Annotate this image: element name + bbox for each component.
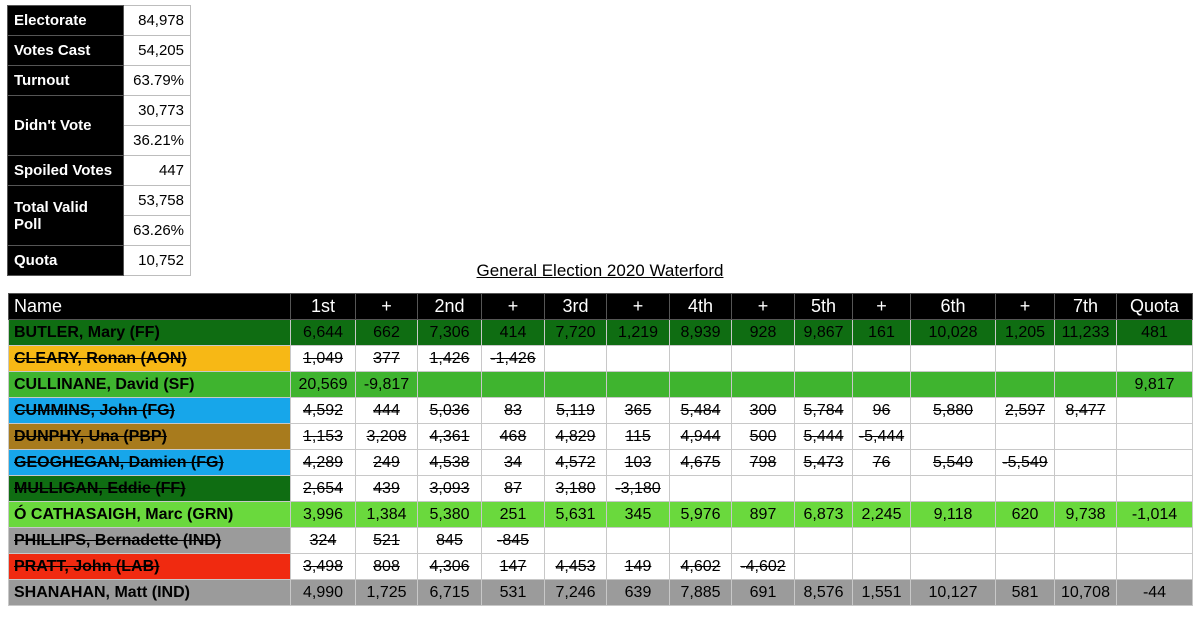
count-cell: -5,444 bbox=[853, 424, 911, 450]
summary-value: 63.79% bbox=[124, 66, 191, 96]
summary-value: 54,205 bbox=[124, 36, 191, 66]
count-cell bbox=[795, 346, 853, 372]
candidate-name: DUNPHY, Una (PBP) bbox=[9, 424, 291, 450]
count-cell: 149 bbox=[607, 554, 670, 580]
count-cell: 5,444 bbox=[795, 424, 853, 450]
count-cell bbox=[996, 528, 1055, 554]
count-cell bbox=[996, 346, 1055, 372]
count-cell: 4,602 bbox=[670, 554, 732, 580]
count-cell: 3,208 bbox=[356, 424, 418, 450]
count-cell: 500 bbox=[732, 424, 795, 450]
count-cell: 324 bbox=[291, 528, 356, 554]
count-cell: 5,119 bbox=[545, 398, 607, 424]
count-cell bbox=[911, 424, 996, 450]
count-cell: 4,675 bbox=[670, 450, 732, 476]
count-cell: -845 bbox=[482, 528, 545, 554]
count-cell: 9,867 bbox=[795, 320, 853, 346]
count-cell: 83 bbox=[482, 398, 545, 424]
count-cell bbox=[911, 372, 996, 398]
count-cell bbox=[1117, 450, 1193, 476]
count-cell: 1,049 bbox=[291, 346, 356, 372]
count-cell: 5,484 bbox=[670, 398, 732, 424]
count-cell: 7,720 bbox=[545, 320, 607, 346]
count-cell bbox=[670, 528, 732, 554]
count-cell bbox=[853, 528, 911, 554]
column-header: 1st bbox=[291, 294, 356, 320]
count-cell bbox=[1117, 554, 1193, 580]
count-cell: 1,551 bbox=[853, 580, 911, 606]
summary-row bbox=[8, 6, 191, 36]
candidate-name: PHILLIPS, Bernadette (IND) bbox=[9, 528, 291, 554]
count-cell: 928 bbox=[732, 320, 795, 346]
summary-value-percent: 63.26% bbox=[124, 216, 191, 246]
count-cell: 8,477 bbox=[1055, 398, 1117, 424]
count-cell bbox=[795, 476, 853, 502]
count-cell: 251 bbox=[482, 502, 545, 528]
candidate-name: MULLIGAN, Eddie (FF) bbox=[9, 476, 291, 502]
count-cell bbox=[1055, 424, 1117, 450]
count-cell: 3,996 bbox=[291, 502, 356, 528]
count-cell bbox=[1055, 372, 1117, 398]
count-cell: 20,569 bbox=[291, 372, 356, 398]
count-cell: 87 bbox=[482, 476, 545, 502]
count-cell: 444 bbox=[356, 398, 418, 424]
count-cell bbox=[1117, 476, 1193, 502]
summary-label: Didn't Vote bbox=[8, 96, 124, 156]
count-cell bbox=[732, 528, 795, 554]
candidate-row bbox=[9, 580, 1193, 606]
summary-label: Spoiled Votes bbox=[8, 156, 124, 186]
summary-value: 447 bbox=[124, 156, 191, 186]
count-cell bbox=[1055, 346, 1117, 372]
count-cell: 11,233 bbox=[1055, 320, 1117, 346]
count-cell bbox=[607, 528, 670, 554]
count-cell: 5,631 bbox=[545, 502, 607, 528]
count-cell: 5,380 bbox=[418, 502, 482, 528]
count-cell: 161 bbox=[853, 320, 911, 346]
count-cell: 4,538 bbox=[418, 450, 482, 476]
count-cell bbox=[732, 476, 795, 502]
count-cell bbox=[853, 476, 911, 502]
summary-value: 10,752 bbox=[124, 246, 191, 276]
count-cell: 4,453 bbox=[545, 554, 607, 580]
count-cell: 6,715 bbox=[418, 580, 482, 606]
count-cell: 639 bbox=[607, 580, 670, 606]
count-cell bbox=[911, 554, 996, 580]
count-cell: 1,725 bbox=[356, 580, 418, 606]
count-cell bbox=[670, 476, 732, 502]
count-cell: 4,944 bbox=[670, 424, 732, 450]
count-cell: 1,205 bbox=[996, 320, 1055, 346]
column-header: 5th bbox=[795, 294, 853, 320]
count-cell bbox=[545, 528, 607, 554]
count-cell: 4,306 bbox=[418, 554, 482, 580]
candidate-row bbox=[9, 372, 1193, 398]
count-cell: 5,784 bbox=[795, 398, 853, 424]
summary-row bbox=[8, 96, 191, 126]
count-cell: 3,093 bbox=[418, 476, 482, 502]
count-cell bbox=[996, 476, 1055, 502]
summary-label: Turnout bbox=[8, 66, 124, 96]
count-cell bbox=[670, 346, 732, 372]
candidate-name: CLEARY, Ronan (AON) bbox=[9, 346, 291, 372]
count-cell: 76 bbox=[853, 450, 911, 476]
count-cell: -3,180 bbox=[607, 476, 670, 502]
count-cell: 9,817 bbox=[1117, 372, 1193, 398]
count-cell: 5,473 bbox=[795, 450, 853, 476]
count-cell bbox=[996, 424, 1055, 450]
count-cell bbox=[482, 372, 545, 398]
column-header: + bbox=[853, 294, 911, 320]
count-cell bbox=[853, 372, 911, 398]
count-cell: 4,592 bbox=[291, 398, 356, 424]
count-cell bbox=[1117, 398, 1193, 424]
count-cell: 96 bbox=[853, 398, 911, 424]
column-header: Name bbox=[9, 294, 291, 320]
summary-row bbox=[8, 66, 191, 96]
count-cell: 1,384 bbox=[356, 502, 418, 528]
count-cell bbox=[911, 476, 996, 502]
count-cell: 4,990 bbox=[291, 580, 356, 606]
candidate-row bbox=[9, 320, 1193, 346]
candidate-row bbox=[9, 398, 1193, 424]
count-cell: 5,036 bbox=[418, 398, 482, 424]
candidate-row bbox=[9, 502, 1193, 528]
count-cell bbox=[911, 346, 996, 372]
summary-value: 53,758 bbox=[124, 186, 191, 216]
count-cell: 8,576 bbox=[795, 580, 853, 606]
column-header: 4th bbox=[670, 294, 732, 320]
count-cell: 10,028 bbox=[911, 320, 996, 346]
count-cell bbox=[607, 346, 670, 372]
count-cell: 4,572 bbox=[545, 450, 607, 476]
count-cell: 531 bbox=[482, 580, 545, 606]
count-cell: -44 bbox=[1117, 580, 1193, 606]
count-cell bbox=[545, 346, 607, 372]
count-cell bbox=[1117, 346, 1193, 372]
column-header: + bbox=[356, 294, 418, 320]
count-cell: 9,118 bbox=[911, 502, 996, 528]
count-cell: 662 bbox=[356, 320, 418, 346]
count-cell bbox=[853, 346, 911, 372]
count-cell: 1,153 bbox=[291, 424, 356, 450]
count-cell: 468 bbox=[482, 424, 545, 450]
summary-row bbox=[8, 156, 191, 186]
count-cell bbox=[795, 372, 853, 398]
candidate-row bbox=[9, 528, 1193, 554]
column-header: 3rd bbox=[545, 294, 607, 320]
page-title: General Election 2020 Waterford bbox=[476, 261, 724, 280]
count-cell: 10,127 bbox=[911, 580, 996, 606]
count-cell: 7,885 bbox=[670, 580, 732, 606]
candidate-name: CULLINANE, David (SF) bbox=[9, 372, 291, 398]
count-cell bbox=[732, 372, 795, 398]
count-cell: 377 bbox=[356, 346, 418, 372]
summary-label: Quota bbox=[8, 246, 124, 276]
header-row bbox=[9, 294, 1193, 320]
count-cell: 521 bbox=[356, 528, 418, 554]
count-results-table bbox=[8, 293, 1193, 606]
count-cell: 5,880 bbox=[911, 398, 996, 424]
count-cell: 103 bbox=[607, 450, 670, 476]
count-cell: 4,361 bbox=[418, 424, 482, 450]
candidate-name: Ó CATHASAIGH, Marc (GRN) bbox=[9, 502, 291, 528]
candidate-name: PRATT, John (LAB) bbox=[9, 554, 291, 580]
summary-row bbox=[8, 186, 191, 216]
count-cell bbox=[1055, 476, 1117, 502]
count-cell: 414 bbox=[482, 320, 545, 346]
count-cell: 4,829 bbox=[545, 424, 607, 450]
summary-value-percent: 36.21% bbox=[124, 126, 191, 156]
count-cell: 798 bbox=[732, 450, 795, 476]
candidate-row bbox=[9, 476, 1193, 502]
column-header: 2nd bbox=[418, 294, 482, 320]
count-cell: 5,976 bbox=[670, 502, 732, 528]
count-cell: 1,426 bbox=[418, 346, 482, 372]
count-cell: 897 bbox=[732, 502, 795, 528]
count-cell bbox=[996, 372, 1055, 398]
count-cell: -5,549 bbox=[996, 450, 1055, 476]
column-header: Quota bbox=[1117, 294, 1193, 320]
column-header: 6th bbox=[911, 294, 996, 320]
count-cell: 10,708 bbox=[1055, 580, 1117, 606]
count-cell bbox=[1117, 528, 1193, 554]
count-cell: 691 bbox=[732, 580, 795, 606]
count-cell: -1,426 bbox=[482, 346, 545, 372]
count-cell: 9,738 bbox=[1055, 502, 1117, 528]
count-cell bbox=[853, 554, 911, 580]
count-cell: 581 bbox=[996, 580, 1055, 606]
count-cell: 439 bbox=[356, 476, 418, 502]
count-cell: 365 bbox=[607, 398, 670, 424]
candidate-name: CUMMINS, John (FG) bbox=[9, 398, 291, 424]
count-cell: 300 bbox=[732, 398, 795, 424]
count-cell bbox=[1055, 450, 1117, 476]
summary-label: Electorate bbox=[8, 6, 124, 36]
count-cell: 620 bbox=[996, 502, 1055, 528]
candidate-row bbox=[9, 346, 1193, 372]
column-header: + bbox=[482, 294, 545, 320]
count-cell bbox=[1117, 424, 1193, 450]
count-cell: 1,219 bbox=[607, 320, 670, 346]
count-cell bbox=[996, 554, 1055, 580]
count-cell: -1,014 bbox=[1117, 502, 1193, 528]
summary-label: Total Valid Poll bbox=[8, 186, 124, 246]
count-cell: 3,498 bbox=[291, 554, 356, 580]
count-cell bbox=[670, 372, 732, 398]
candidate-name: GEOGHEGAN, Damien (FG) bbox=[9, 450, 291, 476]
count-cell: 481 bbox=[1117, 320, 1193, 346]
count-cell: 345 bbox=[607, 502, 670, 528]
count-cell: 6,644 bbox=[291, 320, 356, 346]
summary-value: 30,773 bbox=[124, 96, 191, 126]
count-cell: 4,289 bbox=[291, 450, 356, 476]
summary-label: Votes Cast bbox=[8, 36, 124, 66]
column-header: + bbox=[996, 294, 1055, 320]
count-cell: 845 bbox=[418, 528, 482, 554]
count-cell: 6,873 bbox=[795, 502, 853, 528]
count-cell: 115 bbox=[607, 424, 670, 450]
count-cell bbox=[795, 554, 853, 580]
count-cell: 249 bbox=[356, 450, 418, 476]
count-cell: 7,246 bbox=[545, 580, 607, 606]
count-cell: 2,597 bbox=[996, 398, 1055, 424]
count-cell bbox=[1055, 528, 1117, 554]
election-summary-table bbox=[7, 5, 191, 276]
count-cell: 7,306 bbox=[418, 320, 482, 346]
candidate-name: SHANAHAN, Matt (IND) bbox=[9, 580, 291, 606]
candidate-row bbox=[9, 424, 1193, 450]
count-cell: 147 bbox=[482, 554, 545, 580]
count-cell bbox=[607, 372, 670, 398]
count-cell: 3,180 bbox=[545, 476, 607, 502]
candidate-name: BUTLER, Mary (FF) bbox=[9, 320, 291, 346]
column-header: + bbox=[732, 294, 795, 320]
count-cell: 2,654 bbox=[291, 476, 356, 502]
column-header: 7th bbox=[1055, 294, 1117, 320]
candidate-row bbox=[9, 554, 1193, 580]
count-cell: -9,817 bbox=[356, 372, 418, 398]
count-cell: 2,245 bbox=[853, 502, 911, 528]
count-cell: 34 bbox=[482, 450, 545, 476]
count-cell bbox=[418, 372, 482, 398]
summary-row bbox=[8, 36, 191, 66]
count-cell bbox=[732, 346, 795, 372]
count-cell bbox=[545, 372, 607, 398]
count-cell: 808 bbox=[356, 554, 418, 580]
column-header: + bbox=[607, 294, 670, 320]
summary-value: 84,978 bbox=[124, 6, 191, 36]
count-cell: 8,939 bbox=[670, 320, 732, 346]
count-cell bbox=[1055, 554, 1117, 580]
count-cell: 5,549 bbox=[911, 450, 996, 476]
count-cell bbox=[911, 528, 996, 554]
count-cell bbox=[795, 528, 853, 554]
count-cell: -4,602 bbox=[732, 554, 795, 580]
candidate-row bbox=[9, 450, 1193, 476]
